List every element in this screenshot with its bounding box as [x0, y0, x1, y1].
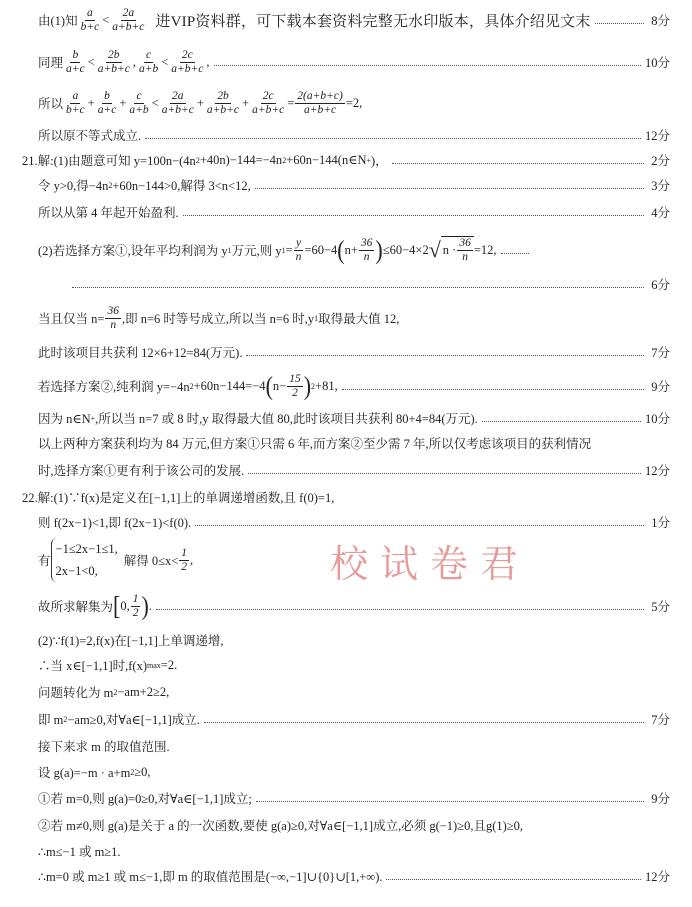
dot-leader — [342, 389, 644, 390]
bracket: ) — [141, 590, 149, 621]
text-run: 所以原不等式成立. — [38, 129, 142, 143]
superscript: 2 — [189, 381, 194, 391]
numerator: 2b — [108, 48, 120, 61]
denominator: n — [110, 318, 117, 331]
text-run: n · — [442, 243, 457, 257]
text-run: ≥0, — [134, 764, 151, 779]
numerator: 36 — [459, 237, 471, 249]
text-run: =2. — [160, 657, 178, 672]
text-run: 即 m — [38, 713, 64, 727]
numerator: c — [146, 48, 152, 61]
solution-line — [38, 337, 670, 367]
fraction — [457, 237, 473, 264]
text-run: 因为 n∈N — [38, 412, 91, 426]
equation-system — [51, 538, 118, 582]
score-label: 7分 — [651, 713, 670, 727]
denominator: a+b+c — [97, 62, 130, 75]
text-run: ②若 m≠0,则 g(a)是关于 a 的一次函数,要使 g(a)≥0,对∀a∈[−1,1]成立,必须 g(−1)≥0,且g(1)≥0, — [38, 819, 524, 833]
text-run: n− — [272, 378, 287, 393]
subscript: 1 — [227, 245, 232, 255]
text-run: 解得 0≤x< — [123, 554, 179, 568]
watermark-stamp: 校试卷君 — [330, 542, 531, 586]
denominator: a+c — [66, 62, 85, 75]
text-run: 则 f(2x−1)<1,即 f(2x−1)<f(0). — [38, 516, 192, 530]
fraction — [250, 90, 286, 117]
fraction — [295, 90, 345, 117]
fraction — [110, 7, 146, 34]
solution-line — [38, 455, 670, 485]
superscript: 2 — [282, 155, 287, 165]
bracket: ) — [303, 370, 312, 401]
denominator: n — [295, 250, 302, 263]
numerator: 2c — [181, 48, 193, 61]
denominator: a+b+c — [112, 20, 145, 33]
fraction — [96, 49, 132, 76]
score-label: 6分 — [651, 278, 670, 292]
text-run: , — [206, 54, 210, 69]
dot-leader — [183, 215, 644, 216]
solution-line — [38, 5, 670, 35]
denominator: a+b+c — [161, 103, 194, 116]
solution-line — [38, 235, 670, 265]
score-label: 10分 — [644, 56, 670, 70]
denominator: 2 — [132, 606, 139, 619]
radicand — [441, 236, 474, 264]
dot-leader — [248, 473, 641, 474]
text-run: 故所求解集为 — [38, 600, 114, 614]
bracket: ) — [375, 234, 383, 265]
superscript: 2 — [311, 381, 316, 391]
denominator: 2 — [181, 560, 188, 573]
score-label: 12分 — [644, 870, 670, 884]
fraction — [160, 90, 196, 117]
numerator: y — [295, 236, 302, 249]
radical-sign-icon: √ — [428, 237, 441, 262]
text-run: ∴m=0 或 m≥1 或 m≤−1,即 m 的取值范围是(−∞,−1]∪{0}∪[1,+∞). — [38, 870, 383, 884]
solution-line — [38, 197, 670, 227]
text-run: + — [242, 95, 250, 110]
fraction — [359, 237, 375, 264]
watermark-banner: 进VIP资料群，可下载本套资料完整无水印版本，具体介绍见文末 — [155, 13, 591, 30]
text-run: +60n−144>0,解得 3<n<12, — [112, 179, 251, 193]
subscript: max — [147, 660, 161, 670]
denominator: a+b — [129, 103, 149, 116]
fraction — [137, 49, 160, 76]
denominator: n — [363, 250, 370, 263]
score-label: 2分 — [651, 154, 670, 168]
solution-line — [38, 371, 670, 401]
text-run: = — [285, 242, 293, 257]
text-run: 同理 — [38, 56, 64, 70]
text-run: =60−4 — [304, 242, 338, 257]
numerator: 2c — [262, 89, 274, 102]
denominator: n — [462, 251, 468, 263]
bracket: ( — [337, 234, 345, 265]
superscript: 2 — [195, 155, 200, 165]
denominator: a+c — [97, 103, 117, 116]
fraction — [96, 90, 119, 117]
numerator: 15 — [289, 372, 301, 385]
text-run: 设 g(a)=−m · a+m — [38, 766, 131, 780]
text-run: −am≥0,对∀a∈[−1,1]成立. — [67, 713, 200, 727]
text-run: 22.解:(1)∵f(x)是定义在[−1,1]上的单调递增函数,且 f(0)=1, — [22, 491, 335, 505]
text-run: . — [148, 598, 152, 613]
superscript: 2 — [113, 687, 118, 697]
solution-line — [38, 783, 670, 813]
solution-line — [38, 591, 670, 621]
score-label: 3分 — [651, 179, 670, 193]
numerator: 1 — [132, 592, 139, 605]
solution-line — [38, 303, 670, 333]
score-label: 7分 — [651, 346, 670, 360]
fraction — [179, 547, 189, 574]
solution-line — [38, 677, 670, 707]
text-run: < — [87, 54, 95, 69]
text-run: 接下来求 m 的取值范围. — [38, 740, 170, 754]
fraction — [105, 305, 121, 332]
dot-leader — [386, 879, 641, 880]
solution-line — [38, 704, 670, 734]
denominator: a+b+c — [252, 103, 285, 116]
text-run: ∴m≤−1 或 m≥1. — [38, 845, 121, 859]
score-label: 10分 — [644, 412, 670, 426]
text-run: + — [196, 95, 204, 110]
score-label: 1分 — [651, 516, 670, 530]
system-row: −1≤2x−1≤1, — [55, 542, 118, 556]
text-run: < — [102, 12, 110, 27]
text-run: 取得最大值 12, — [318, 312, 400, 326]
text-run: 万元,则 y — [231, 244, 282, 258]
fraction — [131, 593, 141, 620]
solution-line — [38, 47, 670, 77]
dot-leader — [214, 65, 641, 66]
text-run: 以上两种方案获利均为 84 万元,但方案①只需 6 年,而方案②至少需 7 年,所以仅考虑该项目的获利情况 — [38, 437, 592, 451]
text-run: +81, — [315, 378, 338, 393]
dot-leader — [195, 525, 644, 526]
text-run: + — [119, 95, 127, 110]
score-label: 12分 — [644, 464, 670, 478]
text-run: 由(1)知 — [38, 14, 78, 28]
text-run: −am+2≥2, — [117, 684, 170, 699]
denominator: a+b — [138, 62, 159, 75]
numerator: c — [136, 89, 142, 102]
bracket: ( — [265, 370, 273, 401]
text-run: 21.解:(1)由题意可知 y=100n−(4n — [22, 154, 196, 168]
dot-leader — [501, 253, 529, 254]
text-run: 此时该项目共获利 12×6+12=84(万元). — [38, 346, 243, 360]
text-run: < — [151, 95, 159, 110]
text-run: ,所以当 n=7 或 8 时,y 取得最大值 80,此时该项目共获利 80+4=84(万元). — [95, 412, 478, 426]
dot-leader — [246, 355, 644, 356]
text-run: ,即 n=6 时等号成立,所以当 n=6 时,y — [121, 312, 315, 326]
text-run: +60n−144(n∈N — [286, 153, 367, 167]
fraction — [64, 49, 87, 76]
numerator: 36 — [360, 236, 373, 249]
bracket: [ — [113, 590, 121, 621]
numerator: 2(a+b+c) — [297, 89, 343, 102]
text-run: )， — [371, 154, 388, 168]
denominator: b+c — [80, 20, 100, 33]
score-label: 5分 — [651, 600, 670, 614]
text-run: (2)若选择方案①,设年平均利润为 y — [38, 244, 228, 258]
text-run: 所以 — [38, 97, 64, 111]
text-run: 问题转化为 m — [38, 686, 114, 700]
subscript: 1 — [281, 245, 286, 255]
numerator: b — [104, 89, 110, 102]
text-run: = — [287, 95, 295, 110]
subscript: 1 — [314, 313, 319, 323]
solution-line — [38, 170, 670, 200]
text-run: n+ — [344, 242, 358, 257]
text-run: 若选择方案②,纯利润 y=−4n — [38, 380, 190, 394]
fraction — [64, 90, 87, 117]
solution-line — [38, 88, 670, 118]
dot-leader — [145, 138, 641, 139]
dot-leader — [204, 722, 644, 723]
denominator: 2 — [292, 386, 298, 399]
score-label: 4分 — [651, 206, 670, 220]
system-row: 2x−1<0, — [55, 564, 98, 578]
dot-leader — [482, 421, 641, 422]
square-root — [429, 236, 474, 264]
text-run: 所以从第 4 年起开始盈利. — [38, 206, 179, 220]
text-run: ①若 m=0,则 g(a)=0≥0,对∀a∈[−1,1]成立; — [38, 792, 252, 806]
text-run: + — [87, 95, 95, 110]
fraction — [79, 7, 102, 34]
text-run: , — [190, 552, 194, 567]
fraction — [287, 373, 303, 400]
numerator: 2a — [122, 6, 135, 19]
fraction — [169, 49, 205, 76]
text-run: +40n)−144=−4n — [199, 152, 283, 167]
denominator: a+b+c — [171, 62, 204, 75]
numerator: a — [72, 89, 79, 102]
text-run: =12, — [473, 242, 497, 257]
text-run: 令 y>0,得−4n — [38, 179, 109, 193]
dot-leader — [156, 609, 644, 610]
dot-leader — [256, 801, 644, 802]
score-label: 8分 — [651, 14, 670, 28]
superscript: 2 — [63, 714, 68, 724]
solution-line — [38, 861, 670, 891]
subscript: + — [90, 413, 96, 423]
numerator: b — [72, 48, 79, 61]
solution-line — [38, 507, 670, 537]
dot-leader — [595, 23, 644, 24]
text-run: < — [161, 54, 169, 69]
numerator: 36 — [107, 304, 119, 317]
denominator: a+b+c — [206, 103, 240, 116]
text-run: 当且仅当 n= — [38, 312, 105, 326]
numerator: 2a — [172, 89, 184, 102]
fraction — [294, 237, 304, 264]
text-run: ≤60−4×2 — [382, 242, 429, 257]
numerator: 1 — [181, 546, 188, 559]
text-run: (2)∵f(1)=2,f(x)在[−1,1]上单调递增, — [38, 634, 224, 648]
text-run: ∴当 x∈[−1,1]时,f(x) — [38, 659, 147, 673]
text-run: , — [132, 54, 136, 69]
superscript: 2 — [108, 180, 113, 190]
subscript: + — [366, 155, 371, 165]
score-label: 9分 — [651, 380, 670, 394]
solution-line — [68, 269, 670, 299]
score-label: 12分 — [644, 129, 670, 143]
dot-leader — [72, 287, 644, 288]
solution-line — [38, 650, 670, 680]
text-run: 时,选择方案①更有利于该公司的发展. — [38, 464, 245, 478]
fraction — [127, 90, 150, 117]
text-run: 0, — [120, 598, 130, 613]
superscript: 2 — [130, 767, 135, 777]
numerator: a — [87, 6, 93, 19]
solution-line — [38, 428, 670, 458]
denominator: b+c — [66, 103, 85, 116]
dot-leader — [255, 188, 644, 189]
numerator: 2b — [217, 89, 229, 102]
dot-leader — [392, 163, 644, 164]
text-run: =2, — [345, 95, 363, 110]
fraction — [205, 90, 241, 117]
denominator: a+b+c — [303, 103, 337, 116]
score-label: 9分 — [651, 792, 670, 806]
text-run: 有 — [38, 554, 51, 568]
text-run: +60n−144=−4 — [193, 378, 266, 393]
